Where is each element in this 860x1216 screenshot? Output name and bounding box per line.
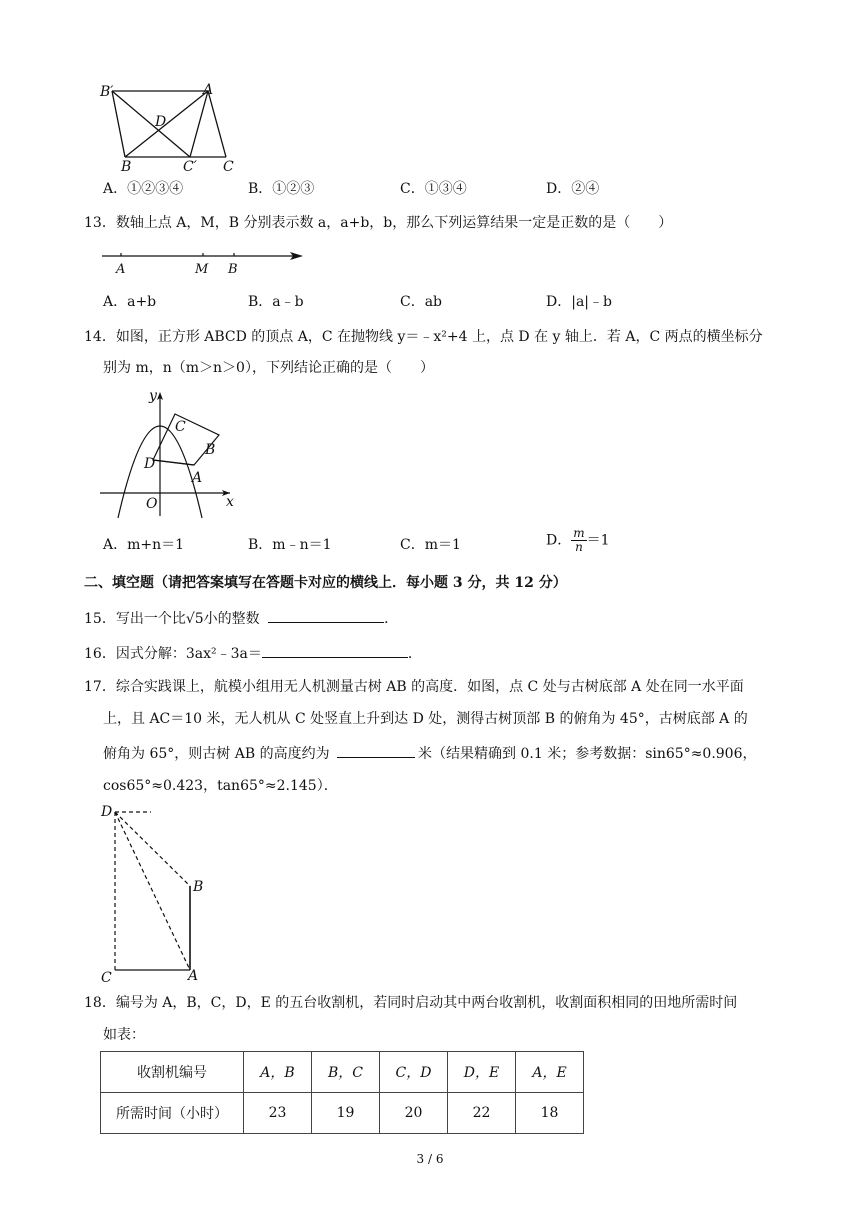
table-row xyxy=(101,1093,584,1134)
table-cell: 所需时间（小时） xyxy=(101,1093,244,1134)
q13-option-a: A．a+b xyxy=(103,294,157,310)
table-cell: 19 xyxy=(312,1093,380,1134)
q12-option-c: C．①③④ xyxy=(400,181,467,197)
label-b: B xyxy=(205,442,216,458)
axis-label-b: B xyxy=(228,262,238,277)
label-a: A xyxy=(188,968,199,984)
label-d: D xyxy=(155,114,167,130)
table-header-cell: D，E xyxy=(448,1052,516,1093)
page-number: 3 / 6 xyxy=(416,1152,444,1166)
fraction-m-over-n: $\frac{m}{n}$ xyxy=(573,526,585,554)
q15: 15．写出一个比√5小的整数 ． xyxy=(84,608,398,629)
label-c: C xyxy=(175,419,186,435)
q12-option-a: A．①②③④ xyxy=(103,181,184,197)
table-header-cell: 收割机编号 xyxy=(101,1052,244,1093)
q17-line3: 俯角为 65°，则古树 AB 的高度约为 米（结果精确到 0.1 米；参考数据：sin65°≈0.906， xyxy=(103,743,757,764)
axis-label-m: M xyxy=(195,262,209,277)
table-header-cell: A，E xyxy=(516,1052,584,1093)
q14-line2: 别为 m，n（m＞n＞0），下列结论正确的是（ ） xyxy=(103,360,434,376)
label-b-prime: B′ xyxy=(100,84,114,100)
q14-option-c: C．m＝1 xyxy=(400,537,461,553)
q16: 16．因式分解：3ax²﹣3a＝ ． xyxy=(84,643,422,664)
section-2-heading: 二、填空题（请把答案填写在答题卡对应的横线上．每小题 3 分，共 12 分） xyxy=(84,575,567,591)
q16-answer-blank[interactable] xyxy=(262,643,408,658)
q18-table xyxy=(100,1051,584,1134)
q13-option-d: D．|a|﹣b xyxy=(546,294,612,310)
label-y: y xyxy=(149,388,157,404)
q14-line1: 14．如图，正方形 ABCD 的顶点 A，C 在抛物线 y＝﹣x²+4 上，点 D 在 y 轴上．若 A，C 两点的横坐标分 xyxy=(84,329,763,345)
label-b: B xyxy=(121,159,132,173)
q18-line1: 18．编号为 A，B，C，D，E 的五台收割机，若同时启动其中两台收割机，收割面积相同的田地所需时间 xyxy=(84,995,738,1011)
q13-option-b: B．a﹣b xyxy=(248,294,304,310)
q13-stem: 13．数轴上点 A，M，B 分别表示数 a，a+b，b，那么下列运算结果一定是正数的是（ ） xyxy=(84,215,673,231)
q17-line1: 17．综合实践课上，航模小组用无人机测量古树 AB 的高度．如图，点 C 处与古树底部 A 处在同一水平面 xyxy=(84,679,744,695)
table-header-row xyxy=(101,1052,584,1093)
table-header-cell: B，C xyxy=(312,1052,380,1093)
q13-number-line xyxy=(97,248,312,278)
segment-ab xyxy=(125,91,208,157)
axis-label-a: A xyxy=(116,262,126,277)
table-cell: 20 xyxy=(380,1093,448,1134)
table-cell: 18 xyxy=(516,1093,584,1134)
label-a: A xyxy=(203,82,214,98)
q17-answer-blank[interactable] xyxy=(337,743,415,758)
label-c: C xyxy=(101,970,112,985)
q17-line4: cos65°≈0.423，tan65°≈2.145）． xyxy=(103,778,338,794)
q12-option-b: B．①②③ xyxy=(248,181,315,197)
label-c: C xyxy=(223,159,234,173)
q18-line2: 如表： xyxy=(103,1027,145,1043)
segment-ac1 xyxy=(190,91,208,157)
q14-option-b: B．m﹣n＝1 xyxy=(248,537,332,553)
q12-figure xyxy=(95,78,255,173)
segment-db xyxy=(115,812,190,886)
label-x: x xyxy=(226,494,234,510)
segment-da xyxy=(115,812,190,970)
q14-option-a: A．m+n＝1 xyxy=(103,537,185,553)
segment-ac xyxy=(208,91,226,157)
label-o: O xyxy=(146,496,158,512)
q12-option-d: D．②④ xyxy=(546,181,600,197)
label-d: D xyxy=(101,804,113,820)
label-a: A xyxy=(192,470,203,486)
label-b: B xyxy=(193,879,204,895)
table-cell: 23 xyxy=(244,1093,312,1134)
q17-line2: 上，且 AC＝10 米，无人机从 C 处竖直上升到达 D 处，测得古树顶部 B 的俯角为 45°，古树底部 A 的 xyxy=(103,711,748,727)
table-header-cell: A，B xyxy=(244,1052,312,1093)
label-d: D xyxy=(144,456,156,472)
q15-answer-blank[interactable] xyxy=(268,608,384,623)
q13-option-c: C．ab xyxy=(400,294,443,310)
q17-figure xyxy=(95,800,220,985)
table-cell: 22 xyxy=(448,1093,516,1134)
q14-figure xyxy=(95,386,245,521)
label-c-prime: C′ xyxy=(183,159,197,173)
q14-option-d: D． $\frac{m}{n}$ ＝1 xyxy=(546,526,610,554)
table-header-cell: C，D xyxy=(380,1052,448,1093)
